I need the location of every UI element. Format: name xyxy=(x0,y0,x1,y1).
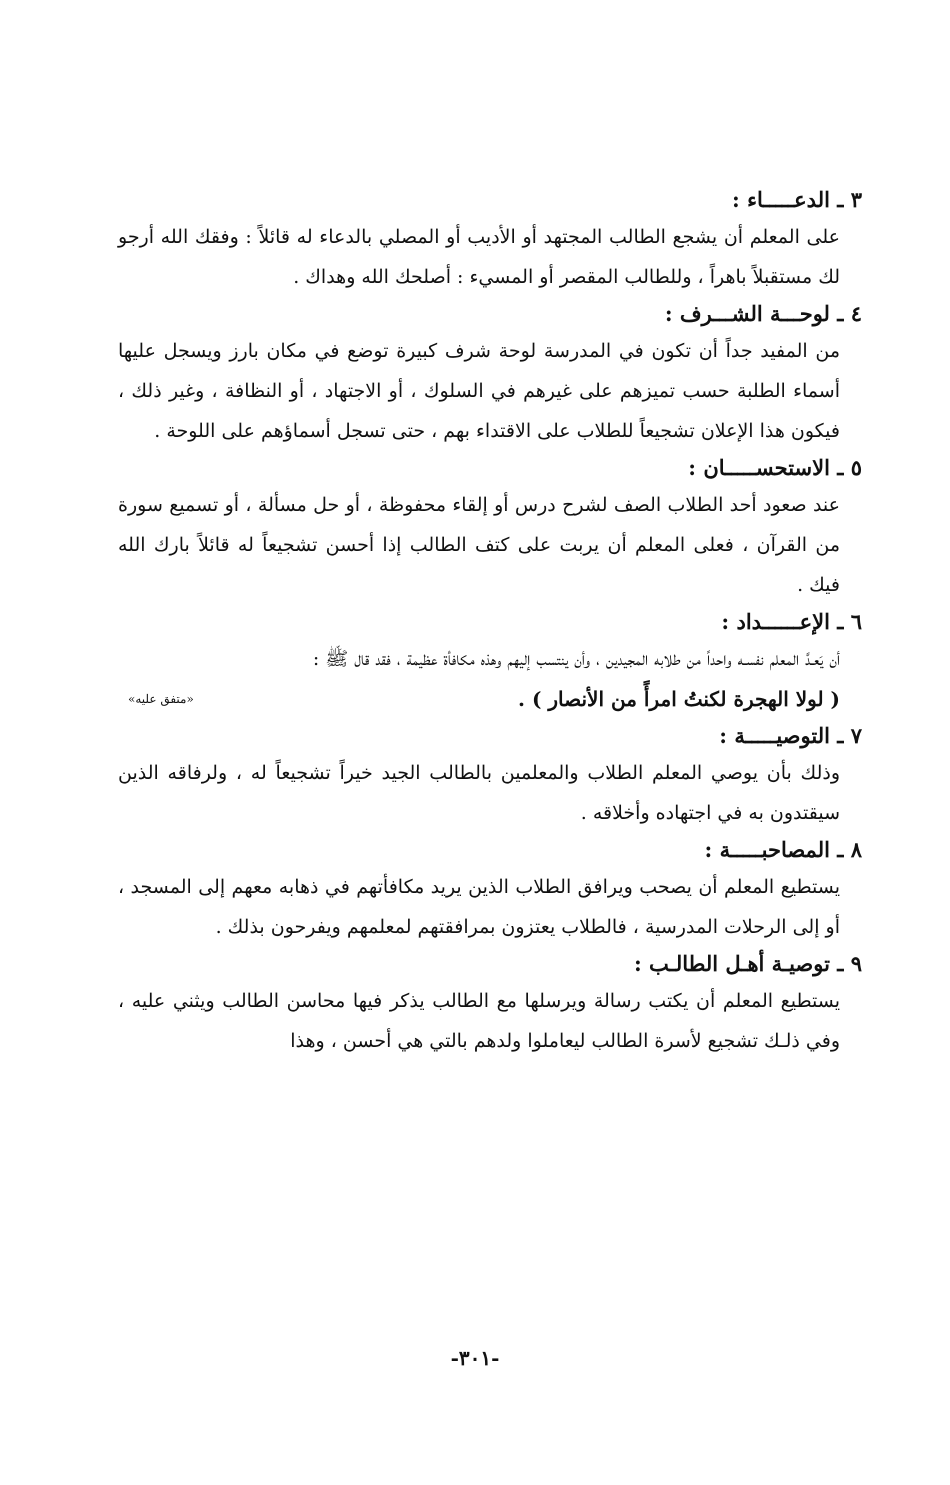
section-heading: ٣ ـ الدعـــــاء : xyxy=(732,187,862,212)
section-approval xyxy=(118,451,862,605)
section-paragraph: عند صعود أحد الطلاب الصف لشرح درس أو إلقاء محفوظة ، أو حل مسألة ، أو تسميع سورة من القرآن ، فعلى المعلم أن يربت على كتف الطالب إذا أحسن تشجيعاً له قائلاً بارك الله فيك . xyxy=(118,494,840,596)
section-paragraph: يستطيع المعلم أن يصحب ويرافق الطلاب الذين يريد مكافأتهم في ذهابه معهم إلى المسجد ، أو إلى الرحلات المدرسية ، فالطلاب يعتزون بمرافقتهم لمعلمهم ويفرحون بذلك . xyxy=(118,876,840,938)
section-family-recommendation xyxy=(118,947,862,1061)
section-paragraph: يستطيع المعلم أن يكتب رسالة ويرسلها مع الطالب يذكر فيها محاسن الطالب ويثني عليه ، وفي ذلـك تشجيع لأسرة الطالب ليعاملوا ولدهم بالتي هي أحسن ، وهذا xyxy=(118,990,840,1052)
section-paragraph: أن يَعـدَّ المعلم نفسـه واحداً من طلابه المجيدين ، وأن ينتسب إليهم وهذه مكافأة عظيمة ، فقد قال ﷺ : xyxy=(312,648,840,670)
page-number: -٣٠١- xyxy=(450,1346,500,1370)
section-heading: ٨ ـ المصاحبـــــة : xyxy=(704,837,862,862)
section-honor-board xyxy=(118,297,862,451)
section-heading: ٤ ـ لوحـــة الشـــرف : xyxy=(664,301,862,326)
hadith-quote-line xyxy=(118,679,840,719)
section-heading: ٥ ـ الاستحســـــان : xyxy=(688,455,862,480)
hadith-source: «متفق عليه» xyxy=(128,692,194,706)
section-recommendation xyxy=(118,719,862,833)
section-paragraph: وذلك بأن يوصي المعلم الطلاب والمعلمين بالطالب الجيد خيراً تشجيعاً له ، ولرفاقه الذين سيقتدون به في اجتهاده وأخلاقه . xyxy=(118,762,840,824)
section-companionship xyxy=(118,833,862,947)
section-supplication xyxy=(118,183,862,297)
section-heading: ٩ ـ توصيـة أهـل الطالـب : xyxy=(633,951,862,976)
page-content xyxy=(118,183,862,1061)
hadith-quote: ( لولا الهجرة لكنتُ امرأً من الأنصار ) . xyxy=(518,687,840,711)
section-paragraph: على المعلم أن يشجع الطالب المجتهد أو الأديب أو المصلي بالدعاء له قائلاً : وفقك الله أرجو لك مستقبلاً باهراً ، وللطالب المقصر أو المسيء : أصلحك الله وهداك . xyxy=(118,226,840,288)
section-paragraph: من المفيد جداً أن تكون في المدرسة لوحة شرف كبيرة توضع في مكان بارز ويسجل عليها أسماء الطلبة حسب تميزهم على غيرهم في السلوك ، أو الاجتهاد ، أو النظافة ، وغير ذلك ، فيكون هذا الإعلان تشجيعاً للطلاب على الاقتداء بهم ، حتى تسجل أسماؤهم على اللوحة . xyxy=(118,340,840,442)
section-counting xyxy=(118,605,862,719)
section-heading: ٦ ـ الإعــــــداد : xyxy=(721,609,862,634)
section-heading: ٧ ـ التوصيـــــة : xyxy=(719,723,862,748)
